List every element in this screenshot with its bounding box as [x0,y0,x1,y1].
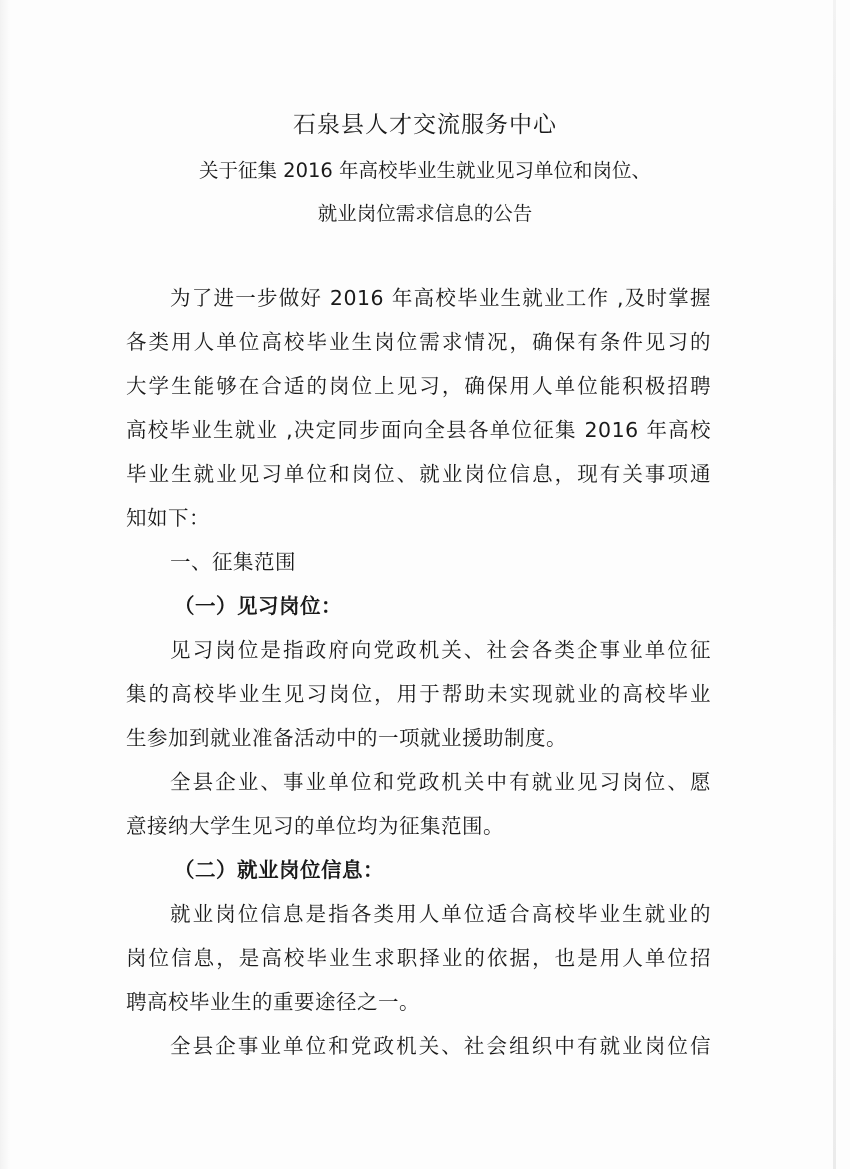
paragraph-line: 大学生能够在合适的岗位上见习，确保用人单位能积极招聘 [126,374,711,398]
paragraph-line: 全县企业、事业单位和党政机关中有就业见习岗位、愿 [170,770,711,794]
subsection-heading: （一）见习岗位： [174,594,342,618]
paragraph-line: 聘高校毕业生的重要途径之一。 [126,990,420,1014]
paragraph-line: 高校毕业生就业 ,决定同步面向全县各单位征集 2016 年高校 [126,418,711,442]
paragraph-line: 各类用人单位高校毕业生岗位需求情况，确保有条件见习的 [126,330,711,354]
paragraph-line: 毕业生就业见习单位和岗位、就业岗位信息，现有关事项通 [126,462,711,486]
document-subtitle-line-2: 就业岗位需求信息的公告 [317,202,533,225]
document-title: 石泉县人才交流服务中心 [293,112,557,138]
paragraph-line: 集的高校毕业生见习岗位，用于帮助未实现就业的高校毕业 [126,682,711,706]
paragraph-line: 见习岗位是指政府向党政机关、社会各类企事业单位征 [170,638,711,662]
paragraph-line: 生参加到就业准备活动中的一项就业援助制度。 [126,726,567,750]
paragraph-line: 岗位信息，是高校毕业生求职择业的依据，也是用人单位招 [126,946,711,970]
paragraph-line: 意接纳大学生见习的单位均为征集范围。 [126,814,504,838]
document-body [126,276,711,1068]
subsection-heading: （二）就业岗位信息： [174,858,384,882]
section-heading: 一、征集范围 [170,550,296,574]
document-subtitle-line-1: 关于征集 2016 年高校毕业生就业见习单位和岗位、 [198,159,652,182]
paragraph-line: 就业岗位信息是指各类用人单位适合高校毕业生就业的 [170,902,711,926]
paragraph-line: 为了进一步做好 2016 年高校毕业生就业工作 ,及时掌握 [170,286,711,310]
paragraph-line: 知如下： [126,506,210,530]
paragraph-line: 全县企事业单位和党政机关、社会组织中有就业岗位信 [170,1034,711,1058]
